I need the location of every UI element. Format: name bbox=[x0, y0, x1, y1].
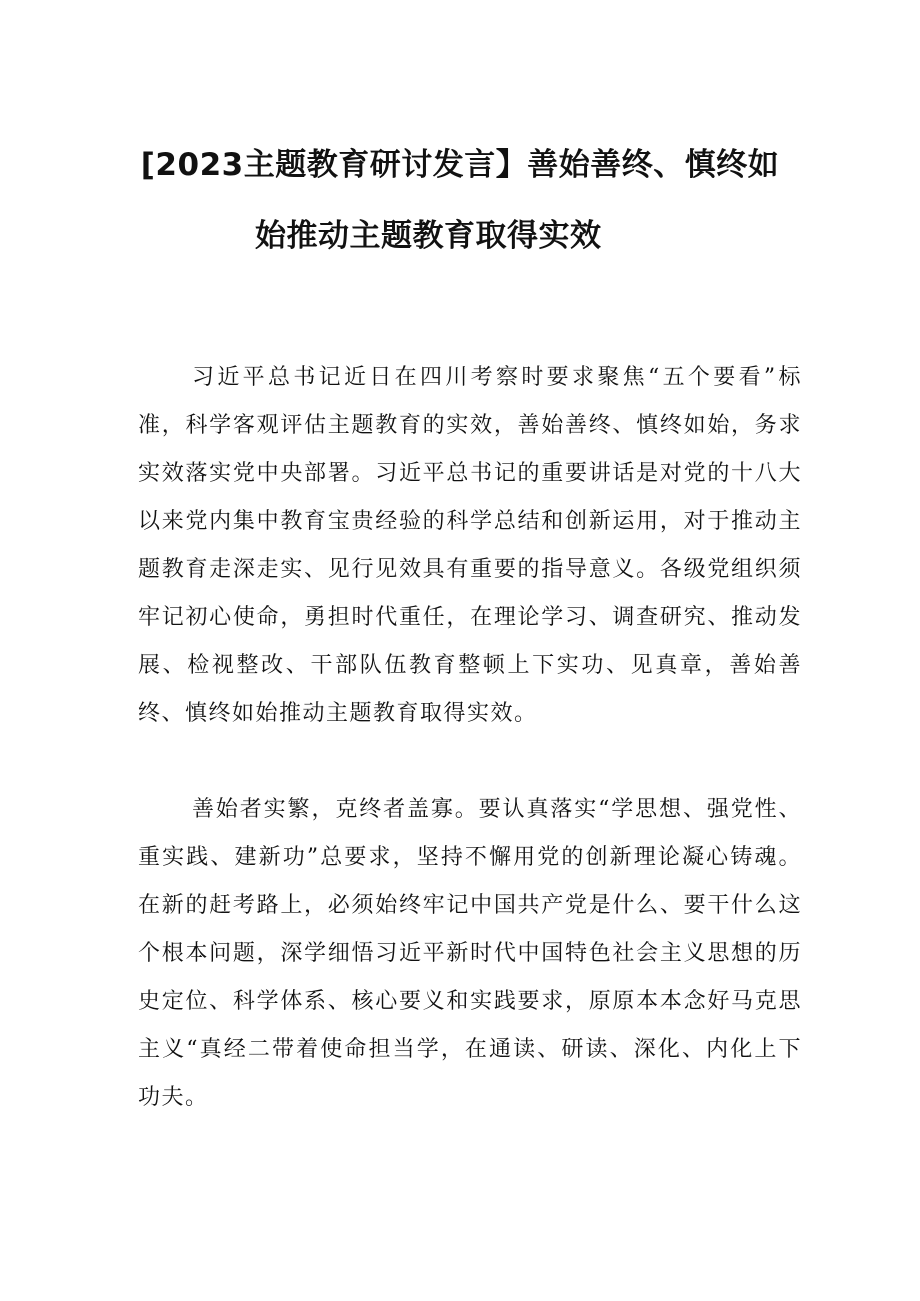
document-title-line-1: [2023主题教育研讨发言】善始善终、慎终如 bbox=[140, 147, 780, 183]
document-title-line-2: 始推动主题教育取得实效 bbox=[255, 218, 602, 254]
paragraph-1: 习近平总书记近日在四川考察时要求聚焦“五个要看”标准，科学客观评估主题教育的实效，善始善终、慎终如始，务求实效落实党中央部署。习近平总书记的重要讲话是对党的十八大以来党内集中教育宝贵经验的科学总结和创新运用，对于推动主题教育走深走实、见行见效具有重要的指导意义。各级党组织须牢记初心使命，勇担时代重任，在理论学习、调查研究、推动发展、检视整改、干部队伍教育整顿上下实功、见真章，善始善终、慎终如始推动主题教育取得实效。 bbox=[138, 365, 802, 726]
paragraph-2: 善始者实繁，克终者盖寡。要认真落实“学思想、强党性、重实践、建新功”总要求，坚持不懈用党的创新理论凝心铸魂。在新的赶考路上，必须始终牢记中国共产党是什么、要干什么这个根本问题，深学细悟习近平新时代中国特色社会主义思想的历史定位、科学体系、核心要义和实践要求，原原本本念好马克思主义“真经二带着使命担当学，在通读、研读、深化、内化上下功夫。 bbox=[138, 797, 802, 1110]
